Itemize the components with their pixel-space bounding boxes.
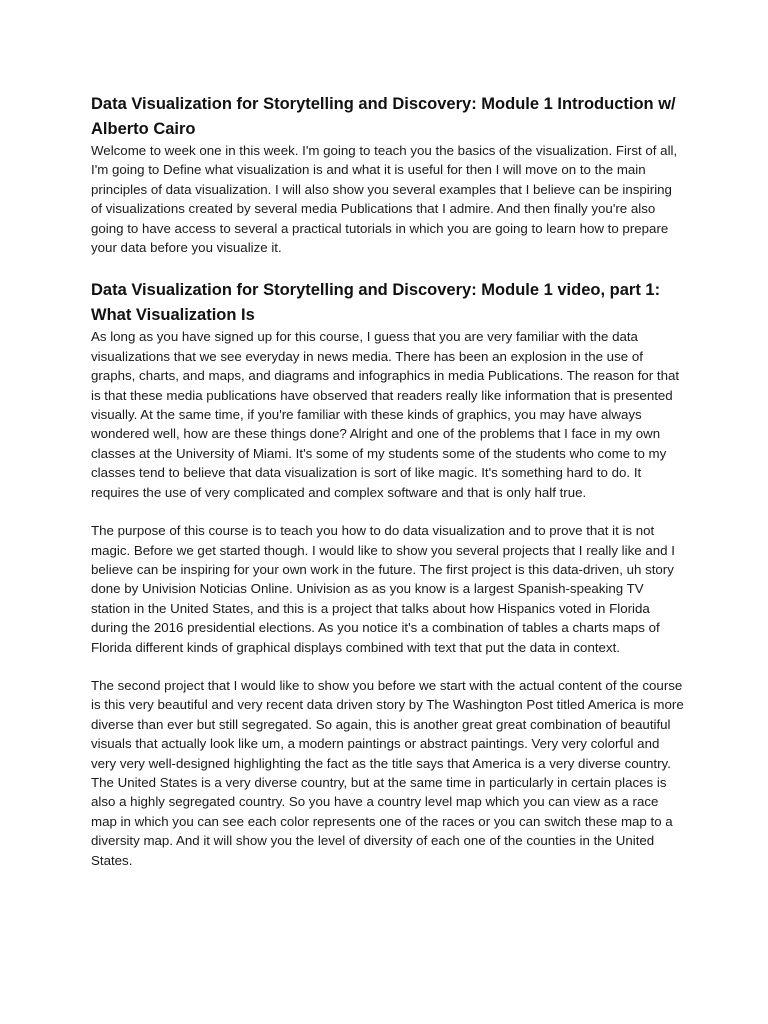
section-heading-module-intro: Data Visualization for Storytelling and Discovery: Module 1 Introduction w/ Alberto Cairo bbox=[91, 95, 676, 138]
document-page bbox=[91, 92, 686, 870]
body-paragraph-2: The purpose of this course is to teach you how to do data visualization and to prove that it is not magic. Before we get started though. I would like to show you several projects that I really like and I believe can be inspiring for your own work in the future. The first project is this data-driven, uh story done by Univision Noticias Online. Univision as as you know is a largest Spanish-speaking TV station in the United States, and this is a project that talks about how Hispanics voted in Florida during the 2016 presidential elections. As you notice it's a combination of tables a charts maps of Florida different kinds of graphical displays combined with text that put the data in context. bbox=[91, 523, 675, 655]
body-paragraph-3: The second project that I would like to show you before we start with the actual content of the course is this very beautiful and very recent data driven story by The Washington Post titled America is more diverse than ever but still segregated. So again, this is another great great combination of beautiful visuals that actually look like um, a modern paintings or abstract paintings. Very very colorful and very very well-designed highlighting the fact as the title says that America is a very diverse country. The United States is a very diverse country, but at the same time in particularly in certain places is also a highly segregated country. So you have a country level map which you can view as a race map in which you can see each color represents one of the races or you can switch these map to a diversity map. And it will show you the level of diversity of each one of the counties in the United States. bbox=[91, 677, 684, 868]
paragraph-spacer bbox=[91, 502, 686, 521]
section-heading-what-visualization-is: Data Visualization for Storytelling and Discovery: Module 1 video, part 1: What Visualization Is bbox=[91, 281, 661, 324]
paragraph-spacer bbox=[91, 657, 686, 676]
intro-paragraph: Welcome to week one in this week. I'm going to teach you the basics of the visualization. First of all, I'm going to Define what visualization is and what it is useful for then I will move on to the main principles of data visualization. I will also show you several examples that I believe can be inspiring of visualizations created by several media Publications that I admire. And then finally you're also going to have access to several a practical tutorials in which you are going to learn how to prepare your data before you visualize it. bbox=[91, 143, 678, 256]
body-paragraph-1: As long as you have signed up for this course, I guess that you are very familiar with the data visualizations that we see everyday in news media. There has been an explosion in the use of graphs, charts, and maps, and diagrams and infographics in media Publications. The reason for that is that these media publications have observed that readers really like information that is presented visually. At the same time, if you're familiar with these kinds of graphics, you may have always wondered well, how are these things done? Alright and one of the problems that I face in my own classes at the University of Miami. It's some of my students some of the students who come to my classes tend to believe that data visualization is sort of like magic. It's something hard to do. It requires the use of very complicated and complex software and that is only half true. bbox=[91, 329, 680, 500]
section-spacer bbox=[91, 257, 686, 278]
